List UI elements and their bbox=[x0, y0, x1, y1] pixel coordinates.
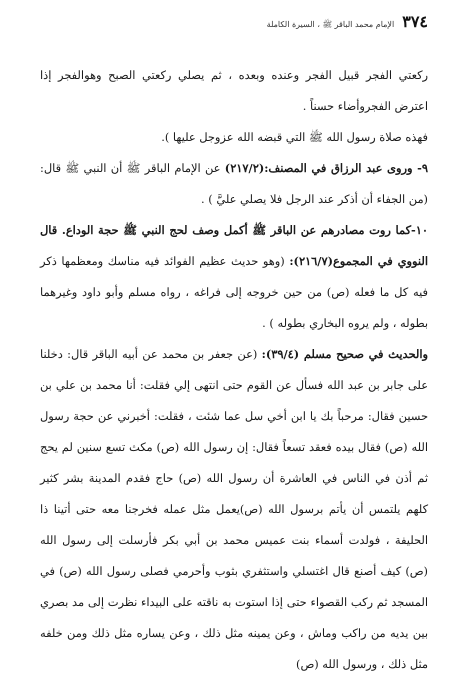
page-header bbox=[40, 12, 428, 34]
paragraph-text: (وهو حديث عظيم الفوائد فيه مناسك ومعظمها ذكر فيه كل ما فعله (ص) من حين خروجه إلى فراغه ، رواه مسلم وأبو داود وغيرهما بطوله ، ولم يروه البخاري بطوله ) . bbox=[40, 254, 428, 330]
paragraph-lead: والحديث في صحيح مسلم (٣٩/٤): bbox=[261, 347, 428, 361]
page-number: ٣٧٤ bbox=[402, 12, 428, 31]
paragraph-text: ركعتي الفجر قبيل الفجر وعنده وبعده ، ثم يصلي ركعتي الصبح وهوالفجر إذا اعترض الفجروأضاء حسناً . bbox=[40, 68, 428, 113]
running-title: الإمام محمد الباقر ﷺ ، السيرة الكاملة bbox=[266, 20, 395, 29]
paragraph bbox=[40, 60, 428, 122]
paragraph bbox=[40, 153, 428, 215]
paragraph-lead: ١٠-كما روت مصادرهم عن الباقر ﷺ أكمل وصف لحج النبي ﷺ حجة الوداع. قال النووي في المجموع(٢١٦/٧): bbox=[40, 223, 428, 268]
paragraph-text: (عن جعفر بن محمد عن أبيه الباقر قال: دخلنا على جابر بن عبد الله فسأل عن القوم حتى انتهى إلي فقلت: أنا محمد بن علي بن حسين فقال: مرحباً بك يا ابن أخي سل عما شئت ، فقلت: أخبرني عن حجة رسول الله (ص) فقال بيده فعقد تسعاً فقال: إن رسول الله (ص) مكث تسع سنين لم يحج ثم أذن في الناس في العاشرة أن رسول الله (ص) حاج فقدم المدينة بشر كثير كلهم يلتمس أن يأتم برسول الله (ص)يعمل مثل عمله فخرجنا معه حتى أتينا ذا الحليفة ، فولدت أسماء بنت عميس محمد بن أبي بكر فأرسلت إلى رسول الله (ص) كيف أصنع قال اغتسلي واستثفري بثوب وأحرمي فصلى رسول الله (ص) في المسجد ثم ركب القصواء حتى إذا استوت به ناقته على البيداء نظرت إلى مد بصري بين يديه من راكب وماش ، وعن يمينه مثل ذلك ، وعن يساره مثل ذلك ومن خلفه مثل ذلك ، ورسول الله (ص) bbox=[40, 347, 428, 671]
paragraph bbox=[40, 122, 428, 153]
paragraph bbox=[40, 215, 428, 339]
paragraph-text: عن الإمام الباقر ﷺ أن النبي ﷺ قال: (من الجفاء أن أذكر عند الرجل فلا يصلي عليَّ ) . bbox=[40, 161, 428, 206]
paragraph-lead: ٩- وروى عبد الرزاق في المصنف:(٢١٧/٢) bbox=[224, 161, 428, 175]
body-text bbox=[40, 60, 428, 680]
paragraph bbox=[40, 339, 428, 680]
paragraph-text: فهذه صلاة رسول الله ﷺ التي قبضه الله عزوجل عليها ). bbox=[161, 130, 428, 144]
